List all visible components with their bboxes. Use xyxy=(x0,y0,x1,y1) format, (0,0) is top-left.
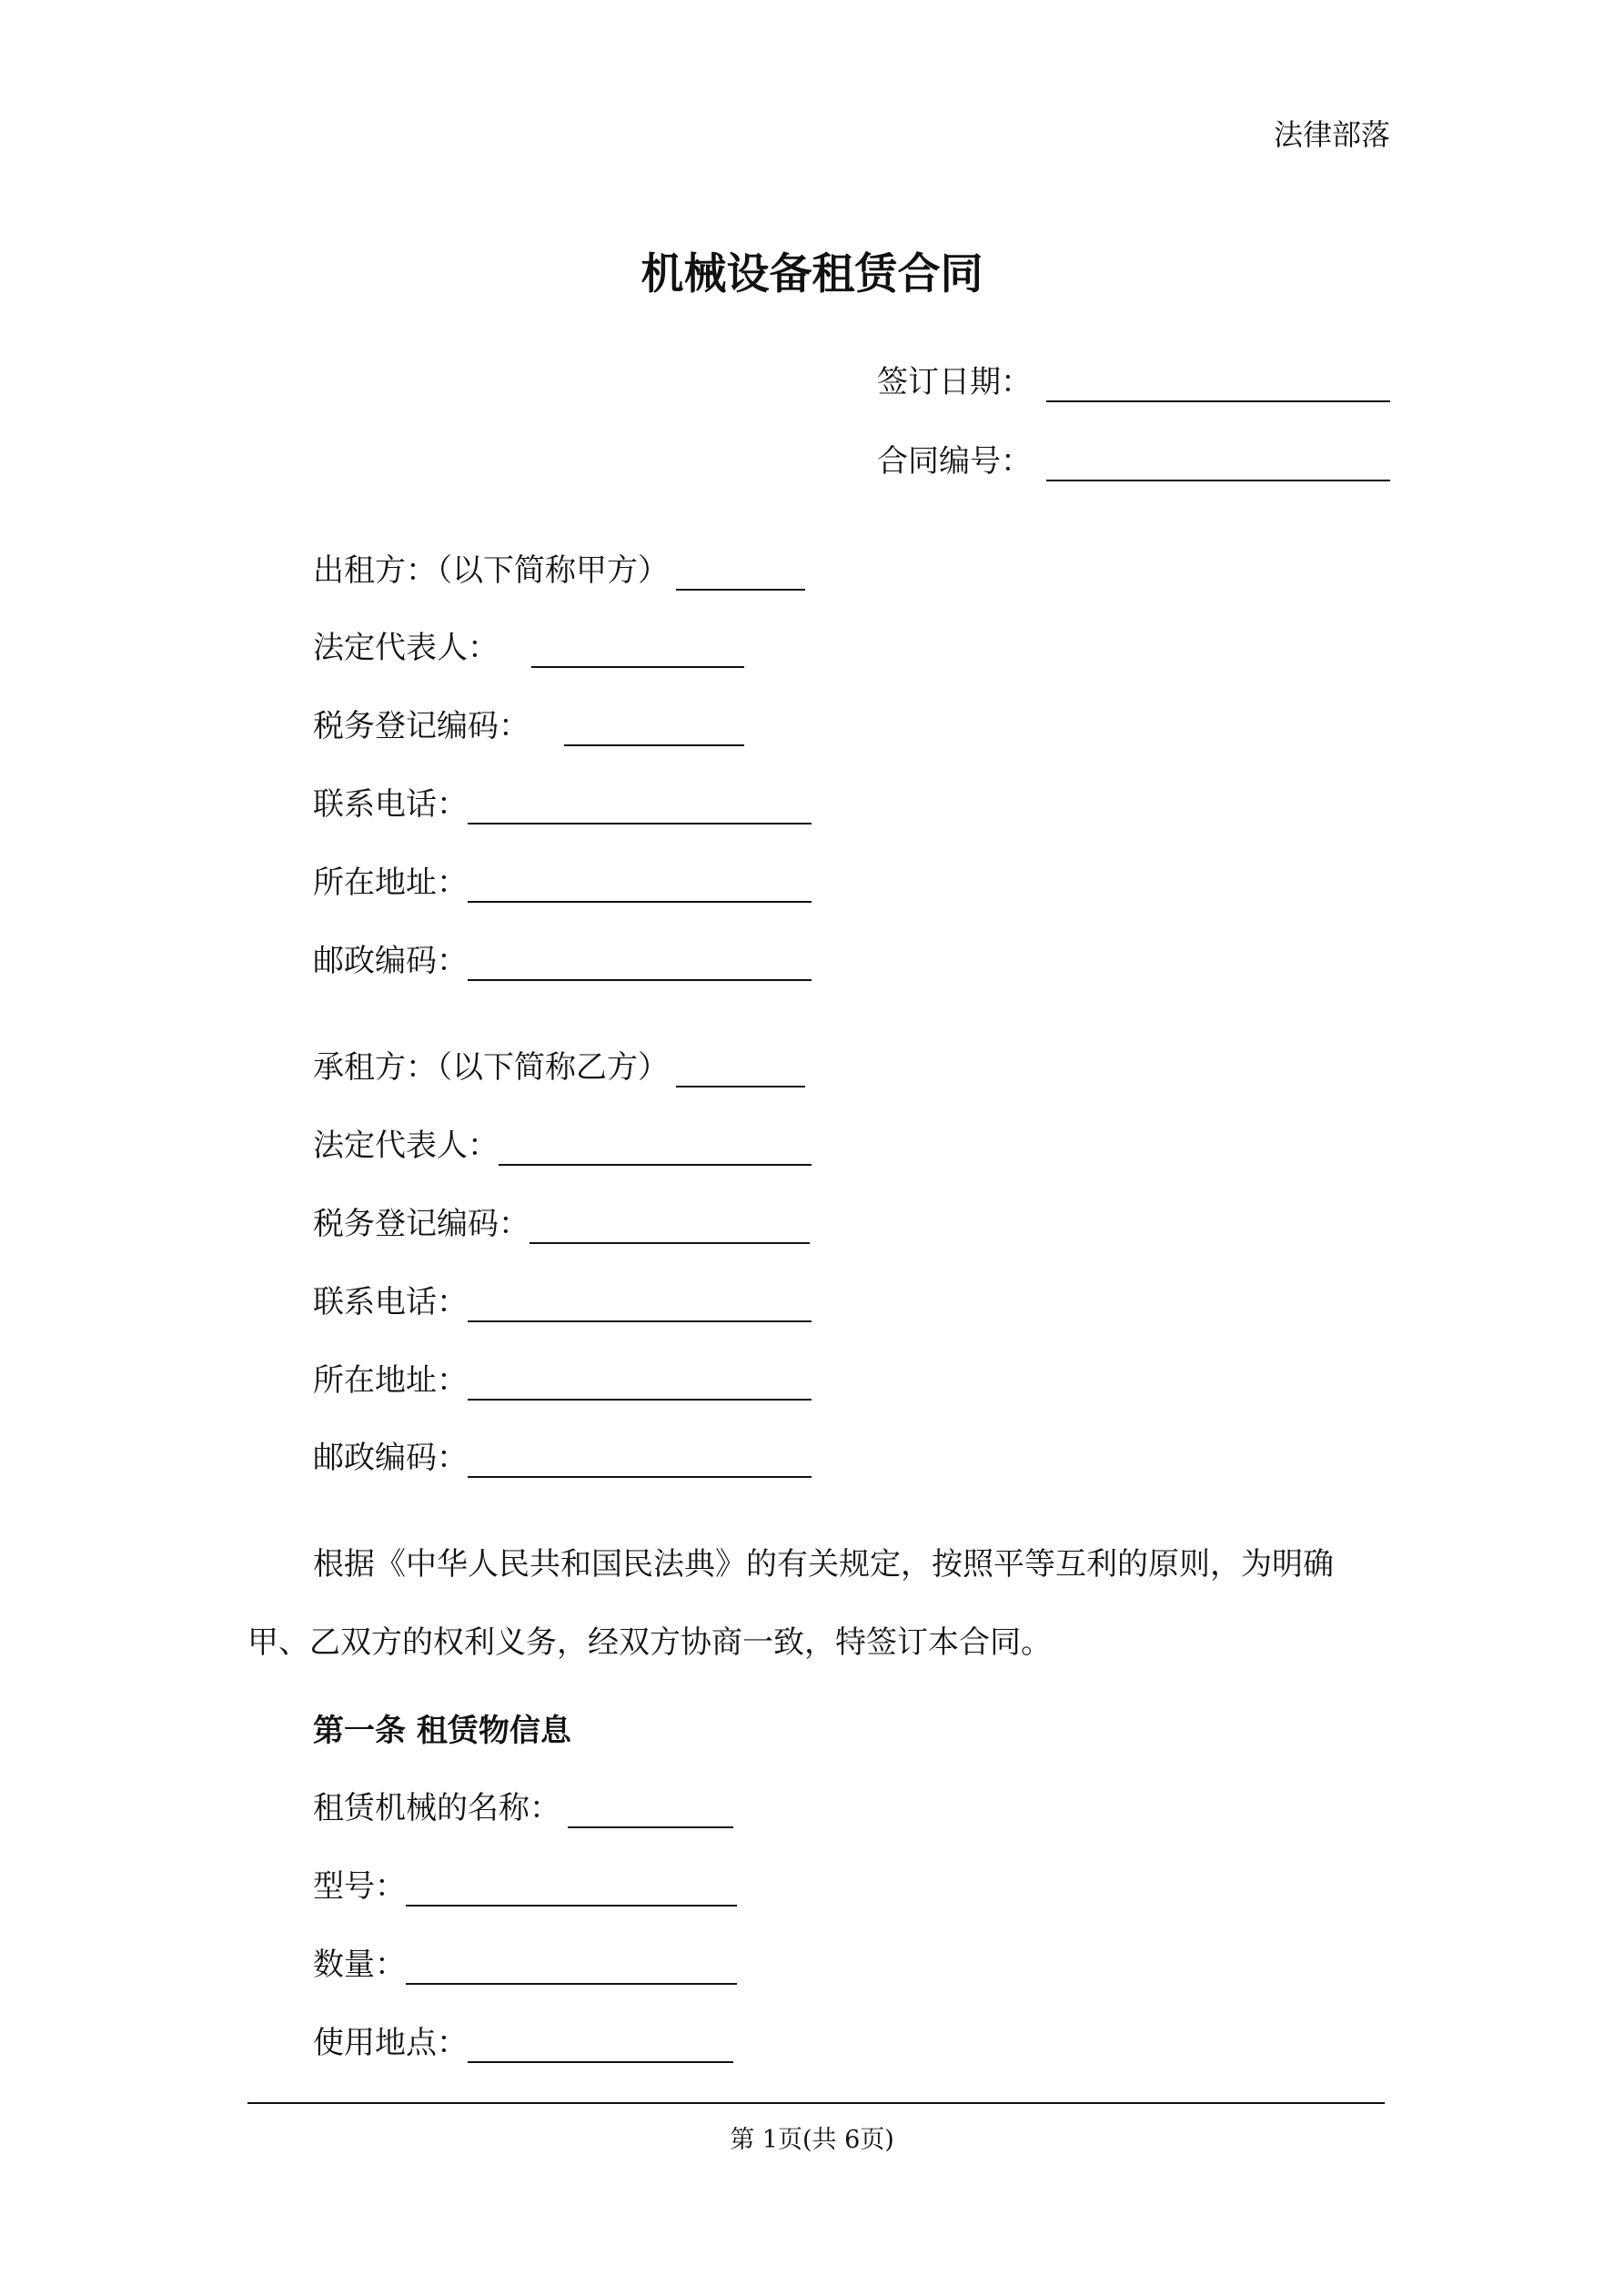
lessor-address-label: 所在地址： xyxy=(313,865,468,901)
lessor-rep-label: 法定代表人： xyxy=(313,630,499,666)
sign-date-label: 签订日期： xyxy=(877,364,1032,400)
lessee-phone-label: 联系电话： xyxy=(313,1284,468,1320)
lessor-postcode-row xyxy=(313,941,812,981)
article-1-heading: 第一条 租赁物信息 xyxy=(313,1713,571,1749)
quantity-label: 数量： xyxy=(313,1947,406,1983)
brand-label: 法律部落 xyxy=(1273,117,1390,152)
lessor-tax-label: 税务登记编码： xyxy=(313,708,530,744)
lessee-party-label: 承租方：（以下简称乙方） xyxy=(313,1049,669,1086)
sign-date-blank[interactable] xyxy=(1046,366,1390,402)
lessor-party-label: 出租方：（以下简称甲方） xyxy=(313,552,669,589)
model-blank[interactable] xyxy=(406,1872,737,1907)
lessor-tax-blank[interactable] xyxy=(564,712,744,746)
contract-no-label: 合同编号： xyxy=(877,443,1032,480)
lessee-address-row xyxy=(313,1360,812,1401)
model-label: 型号： xyxy=(313,1868,406,1905)
lessee-rep-label: 法定代表人： xyxy=(313,1128,499,1164)
lessee-postcode-blank[interactable] xyxy=(468,1443,812,1478)
lessor-phone-row xyxy=(313,784,812,824)
lessee-tax-row xyxy=(313,1204,810,1244)
lessor-phone-label: 联系电话： xyxy=(313,786,468,823)
page-number: 第 1页(共 6页) xyxy=(730,2126,894,2154)
contract-no-blank[interactable] xyxy=(1046,445,1390,481)
model-row xyxy=(313,1866,737,1907)
lessor-rep-row xyxy=(313,628,744,668)
lessor-phone-blank[interactable] xyxy=(468,790,812,824)
lessee-tax-label: 税务登记编码： xyxy=(313,1206,530,1242)
lessor-tax-row xyxy=(313,706,744,746)
lessee-party-blank[interactable] xyxy=(676,1053,805,1087)
machine-name-label: 租赁机械的名称： xyxy=(313,1790,560,1826)
location-blank[interactable] xyxy=(468,2028,733,2063)
lessee-rep-row xyxy=(313,1126,812,1166)
lessor-rep-blank[interactable] xyxy=(531,633,744,668)
preamble-paragraph: 根据《中华人民共和国民法典》的有关规定，按照平等互利的原则，为明确甲、乙双方的权利义务，经双方协商一致，特签订本合同。 xyxy=(247,1546,1334,1661)
lessee-postcode-row xyxy=(313,1438,812,1478)
lessor-postcode-label: 邮政编码： xyxy=(313,943,468,979)
location-label: 使用地点： xyxy=(313,2025,468,2061)
footer-divider xyxy=(247,2102,1385,2104)
contract-no-row xyxy=(877,441,1390,481)
lessor-postcode-blank[interactable] xyxy=(468,946,812,981)
machine-name-row xyxy=(313,1788,733,1828)
lessee-address-blank[interactable] xyxy=(468,1366,812,1401)
lessor-party-row xyxy=(313,551,805,591)
sign-date-row xyxy=(877,362,1390,402)
lessee-rep-blank[interactable] xyxy=(499,1131,812,1166)
machine-name-blank[interactable] xyxy=(568,1794,733,1828)
lessor-address-row xyxy=(313,863,812,903)
lessee-party-row xyxy=(313,1047,805,1087)
lessee-tax-blank[interactable] xyxy=(530,1209,810,1244)
lessee-postcode-label: 邮政编码： xyxy=(313,1440,468,1476)
lessor-address-blank[interactable] xyxy=(468,868,812,903)
lessor-party-blank[interactable] xyxy=(676,556,805,591)
lessee-phone-row xyxy=(313,1282,812,1322)
lessee-address-label: 所在地址： xyxy=(313,1362,468,1399)
contract-title: 机械设备租赁合同 xyxy=(641,249,983,299)
quantity-row xyxy=(313,1945,737,1985)
quantity-blank[interactable] xyxy=(406,1950,737,1985)
location-row xyxy=(313,2023,733,2063)
lessee-phone-blank[interactable] xyxy=(468,1288,812,1322)
